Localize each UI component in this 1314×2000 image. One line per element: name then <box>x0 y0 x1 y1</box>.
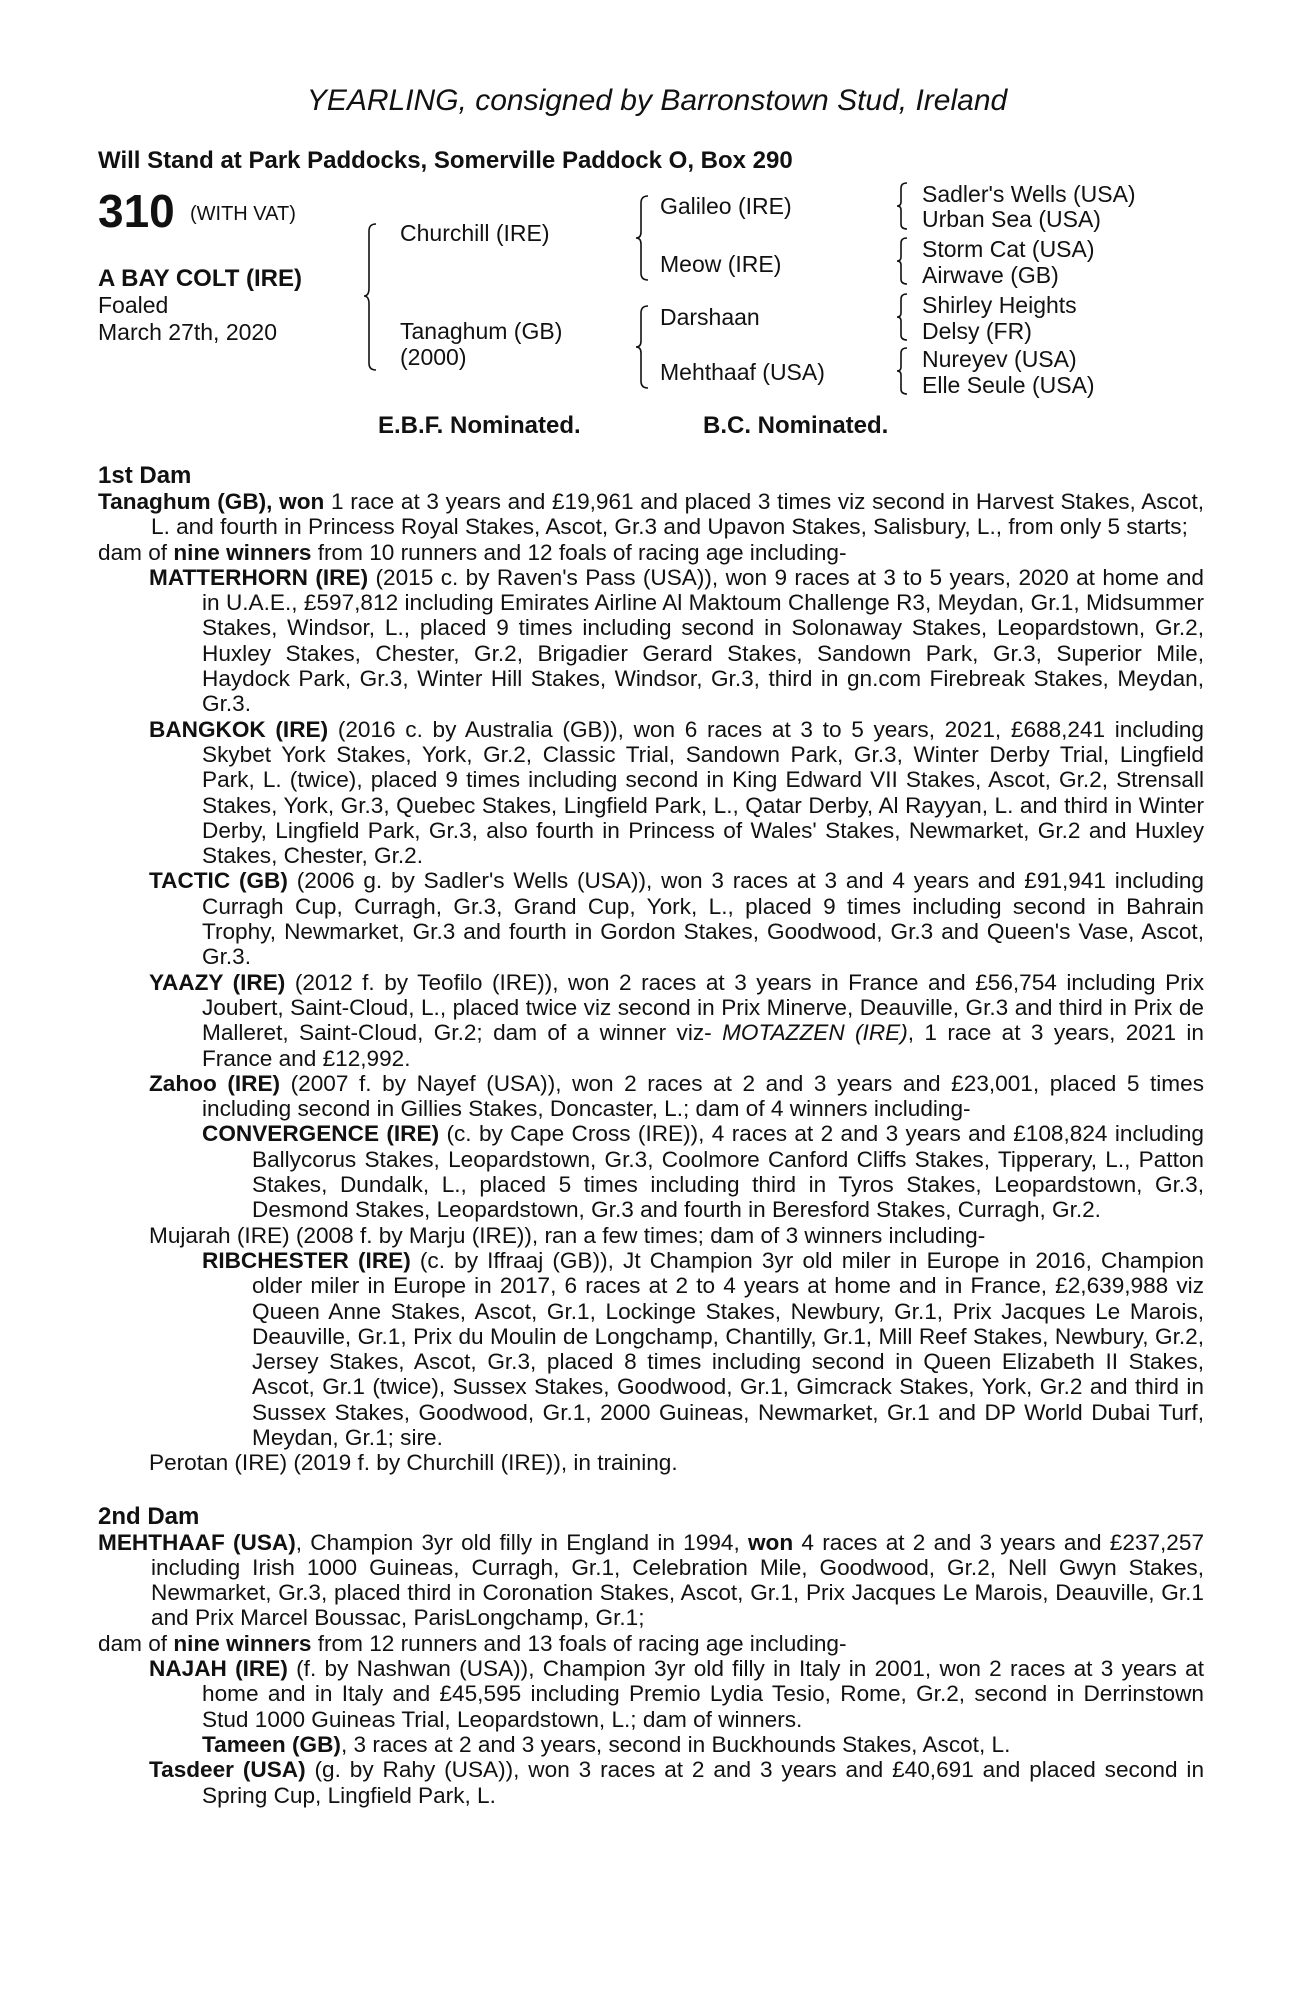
foaled-info <box>98 292 277 346</box>
second-dam-produce-summary: dam of nine winners from 12 runners and 13 foals of racing age including- <box>98 1630 847 1656</box>
produce-convergence: CONVERGENCE (IRE) (c. by Cape Cross (IRE)), 4 races at 2 and 3 years and £108,824 including Ballycorus Stakes, Leopardstown, Gr.3, Coolmore Canford Cliffs Stakes, Tipperary, L., Patton Stakes, Dundalk, L., placed 5 times including third in Tyros Stakes, Leopardstown, Gr.3, Desmond Stakes, Leopardstown, Gr.3 and fourth in Beresford Stakes, Curragh, Gr.2. <box>202 1121 1204 1223</box>
lot-number: 310 <box>98 185 175 237</box>
pedigree-dam <box>400 318 562 370</box>
produce-tameen: Tameen (GB), 3 races at 2 and 3 years, second in Buckhounds Stakes, Ascot, L. <box>202 1731 1011 1757</box>
pedigree-dam-sire: Darshaan <box>660 304 760 330</box>
bc-nomination: B.C. Nominated. <box>703 412 889 439</box>
pedigree-dam-dam: Mehthaaf (USA) <box>660 359 825 385</box>
first-dam-record: 1 race at 3 years and £19,961 and placed 3 times viz second in Harvest Stakes, Ascot, L. and fourth in Princess Royal Stakes, Ascot, Gr.3 and Upavon Stakes, Salisbury, L., from only 5 starts; <box>151 489 1205 540</box>
produce-ribchester: RIBCHESTER (IRE) (c. by Iffraaj (GB)), Jt Champion 3yr old miler in Europe in 2016, Champion older miler in Europe in 2017, 6 races at 2 to 4 years at home and in France, £2,639,988 viz Queen Anne Stakes, Ascot, Gr.1, Lockinge Stakes, Newbury, Gr.1, Prix Jacques Le Marois, Deauville, Gr.1, Prix du Moulin de Longchamp, Chantilly, Gr.1, Mill Reef Stakes, Newbury, Gr.2, Jersey Stakes, Ascot, Gr.3, placed 8 times including second in Queen Elizabeth II Stakes, Ascot, Gr.1 (twice), Sussex Stakes, Goodwood, Gr.1, Gimcrack Stakes, York, Gr.2 and third in Sussex Stakes, Goodwood, Gr.1, 2000 Guineas, Newmarket, Gr.1 and DP World Dubai Turf, Meydan, Gr.1; sire. <box>202 1247 1204 1450</box>
pedigree-bracket-ggp-3 <box>898 292 914 342</box>
pedigree-ggp-2: Urban Sea (USA) <box>922 206 1101 232</box>
pedigree-ggp-8: Elle Seule (USA) <box>922 372 1095 398</box>
foaled-date: March 27th, 2020 <box>98 319 278 345</box>
pedigree-ggp-5: Shirley Heights <box>922 292 1077 318</box>
ebf-nomination: E.B.F. Nominated. <box>378 412 581 439</box>
horse-title: A BAY COLT (IRE) <box>98 265 303 292</box>
produce-bangkok: BANGKOK (IRE) (2016 c. by Australia (GB)), won 6 races at 3 to 5 years, 2021, £688,241 including Skybet York Stakes, York, Gr.2, Classic Trial, Sandown Park, Gr.3, Winter Derby Trial, Lingfield Park, L. (twice), placed 9 times including second in King Edward VII Stakes, Ascot, Gr.2, Strensall Stakes, York, Gr.3, Quebec Stakes, Lingfield Park, L., Qatar Derby, Al Rayyan, L. and third in Winter Derby, Lingfield Park, Gr.3, also fourth in Princess of Wales' Stakes, Newmarket, Gr.2 and Huxley Stakes, Chester, Gr.2. <box>149 716 1204 869</box>
produce-mujarah: Mujarah (IRE) (2008 f. by Marju (IRE)), ran a few times; dam of 3 winners including- <box>149 1222 986 1248</box>
pedigree-bracket-sire <box>638 194 658 282</box>
pedigree-ggp-4: Airwave (GB) <box>922 262 1059 288</box>
produce-matterhorn: MATTERHORN (IRE) (2015 c. by Raven's Pass (USA)), won 9 races at 3 to 5 years, 2020 at home and in U.A.E., £597,812 including Emirates Airline Al Maktoum Challenge R3, Meydan, Gr.1, Midsummer Stakes, Windsor, L., placed 9 times including second in Solonaway Stakes, Leopardstown, Gr.2, Huxley Stakes, Chester, Gr.2, Brigadier Gerard Stakes, Sandown Park, Gr.3, Superior Mile, Haydock Park, Gr.3, Winter Hill Stakes, Windsor, Gr.3, third in gn.com Firebreak Stakes, Meydan, Gr.3. <box>149 564 1204 717</box>
pedigree-bracket-ggp-2 <box>898 236 914 286</box>
pedigree-bracket-ggp-4 <box>898 346 914 396</box>
catalogue-body <box>98 462 1204 1808</box>
second-dam-entry: MEHTHAAF (USA), Champion 3yr old filly in England in 1994, won 4 races at 2 and 3 years and £237,257 including Irish 1000 Guineas, Curragh, Gr.1, Celebration Mile, Goodwood, Gr.2, Nell Gwyn Stakes, Newmarket, Gr.3, placed third in Coronation Stakes, Ascot, Gr.1, Prix Jacques Le Marois, Deauville, Gr.1 and Prix Marcel Boussac, ParisLongchamp, Gr.1; <box>98 1529 1205 1631</box>
produce-yaazy: YAAZY (IRE) (2012 f. by Teofilo (IRE)), won 2 races at 3 years in France and £56,754 including Prix Joubert, Saint-Cloud, L., placed twice viz second in Prix Minerve, Deauville, Gr.3 and third in Prix de Malleret, Saint-Cloud, Gr.2; dam of a winner viz- MOTAZZEN (IRE), 1 race at 3 years, 2021 in France and £12,992. <box>149 969 1204 1071</box>
first-dam-heading: 1st Dam <box>98 462 192 489</box>
pedigree-bracket-dam <box>638 304 658 390</box>
first-dam-produce-summary: dam of nine winners from 10 runners and 12 foals of racing age including- <box>98 539 847 565</box>
pedigree-ggp-7: Nureyev (USA) <box>922 346 1077 372</box>
produce-najah: NAJAH (IRE) (f. by Nashwan (USA)), Champion 3yr old filly in Italy in 2001, won 2 races at 3 years at home and in Italy and £45,595 including Premio Lydia Tesio, Rome, Gr.2, second in Derrinstown Stud 1000 Guineas Trial, Leopardstown, L.; dam of winners. <box>149 1656 1204 1732</box>
first-dam-entry <box>98 489 1204 540</box>
pedigree-dam-year: (2000) <box>400 344 467 370</box>
foaled-label: Foaled <box>98 292 169 318</box>
pedigree-dam-name: Tanaghum (GB) <box>400 318 563 344</box>
pedigree-bracket-main <box>366 222 386 372</box>
stand-location: Will Stand at Park Paddocks, Somerville Paddock O, Box 290 <box>98 147 793 174</box>
second-dam-heading: 2nd Dam <box>98 1502 200 1530</box>
pedigree-ggp-1: Sadler's Wells (USA) <box>922 181 1136 207</box>
first-dam-name: Tanaghum (GB), won <box>98 489 325 514</box>
pedigree-sire-sire: Galileo (IRE) <box>660 193 792 219</box>
pedigree-sire-dam: Meow (IRE) <box>660 251 782 277</box>
consignment-title: YEARLING, consigned by Barronstown Stud, Ireland <box>306 84 1008 117</box>
produce-perotan: Perotan (IRE) (2019 f. by Churchill (IRE)), in training. <box>149 1450 678 1476</box>
pedigree-ggp-3: Storm Cat (USA) <box>922 236 1095 262</box>
vat-note: (WITH VAT) <box>190 203 296 225</box>
produce-tactic: TACTIC (GB) (2006 g. by Sadler's Wells (USA)), won 3 races at 3 and 4 years and £91,941 including Curragh Cup, Curragh, Gr.3, Grand Cup, York, L., placed 9 times including second in Bahrain Trophy, Newmarket, Gr.3 and fourth in Gordon Stakes, Goodwood, Gr.3 and Queen's Vase, Ascot, Gr.3. <box>149 868 1204 970</box>
pedigree-bracket-ggp-1 <box>898 181 914 231</box>
produce-zahoo: Zahoo (IRE) (2007 f. by Nayef (USA)), won 2 races at 2 and 3 years and £23,001, placed 5 times including second in Gillies Stakes, Doncaster, L.; dam of 4 winners including- <box>149 1070 1204 1122</box>
pedigree-sire: Churchill (IRE) <box>400 220 550 246</box>
pedigree-ggp-6: Delsy (FR) <box>922 318 1032 344</box>
produce-tasdeer: Tasdeer (USA) (g. by Rahy (USA)), won 3 races at 2 and 3 years and £40,691 and placed second in Spring Cup, Lingfield Park, L. <box>149 1757 1205 1808</box>
